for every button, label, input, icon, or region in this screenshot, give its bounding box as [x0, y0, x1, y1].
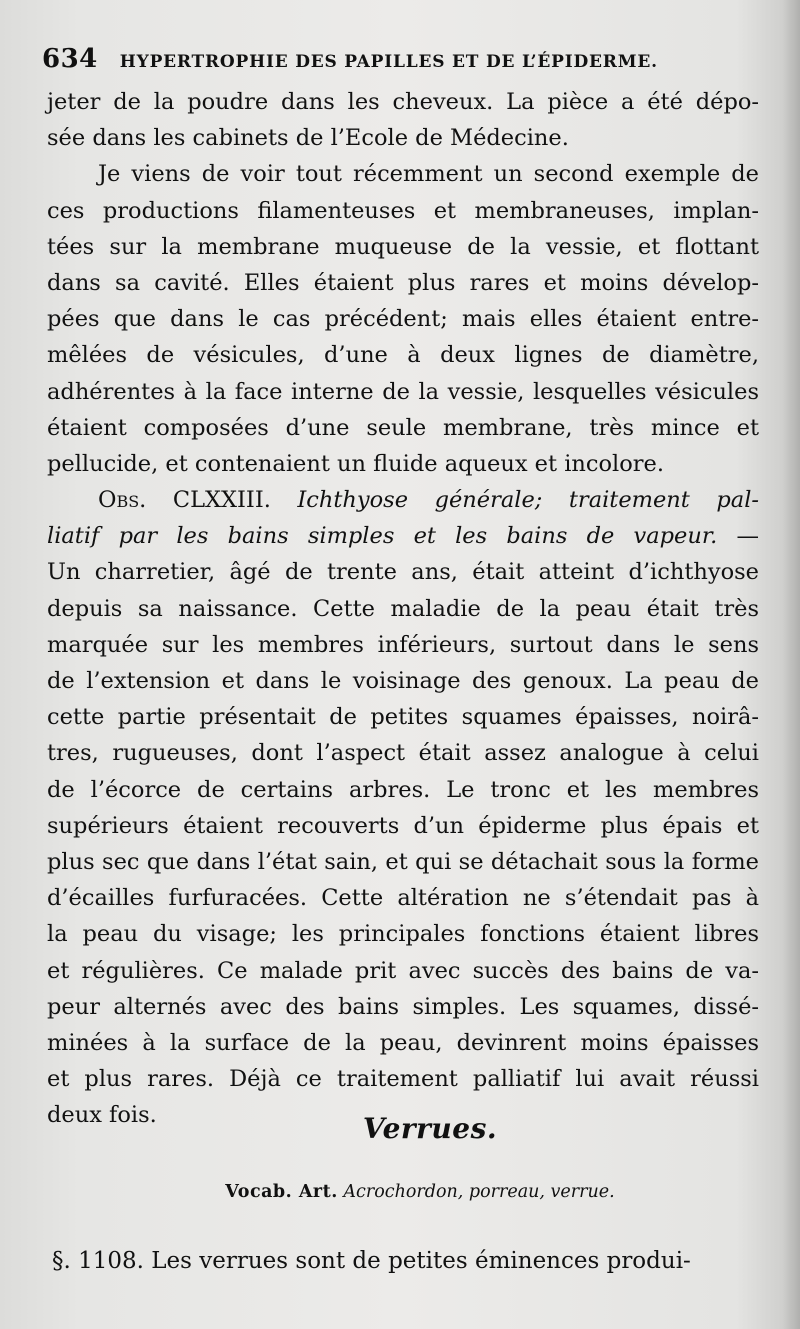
text-line: et régulières. Ce malade prit avec succès des bains de va- — [47, 957, 759, 984]
text-line: pées que dans le cas précédent; mais elles étaient entre- — [47, 306, 759, 333]
text-line: adhérentes à la face interne de la vessie, lesquelles vésicules — [47, 378, 759, 405]
text-line: supérieurs étaient recouverts d’un épiderme plus épais et — [47, 812, 759, 839]
text-line: Je viens de voir tout récemment un second exemple de — [98, 161, 759, 188]
text-line: tres, rugueuses, dont l’aspect était assez analogue à celui — [47, 740, 759, 767]
text-line: et plus rares. Déjà ce traitement palliatif lui avait réussi — [47, 1066, 759, 1093]
text-line: la peau du visage; les principales fonctions étaient libres — [47, 921, 759, 948]
observation-title: liatif par les bains simples et les bains de vapeur. — [47, 523, 718, 550]
vocabulary-terms: Acrochordon, porreau, verrue. — [343, 1182, 615, 1202]
vocabulary-line — [0, 1182, 800, 1202]
page-number: 634 — [42, 44, 98, 74]
text-line: de l’extension et dans le voisinage des genoux. La peau de — [47, 668, 759, 694]
text-line: dans sa cavité. Elles étaient plus rares et moins dévelop- — [47, 269, 759, 296]
text-line: minées à la surface de la peau, devinrent moins épaisses — [47, 1029, 759, 1056]
text-line: peur alternés avec des bains simples. Les squames, dissé- — [47, 993, 759, 1020]
final-paragraph: §. 1108. Les verrues sont de petites éminences produi- — [52, 1248, 691, 1274]
text-line: marquée sur les membres inférieurs, surtout dans le sens — [47, 631, 759, 658]
text-line: sée dans les cabinets de l’Ecole de Médecine. — [47, 125, 569, 152]
running-head: HYPERTROPHIE DES PAPILLES ET DE L’ÉPIDERME. — [119, 52, 658, 72]
text-line: étaient composées d’une seule membrane, très mince et — [47, 414, 759, 441]
observation-title: Ichthyose générale; traitement pal- — [297, 487, 759, 514]
text-line: deux fois. — [47, 1102, 157, 1129]
section-title: Verrues. — [362, 1112, 498, 1145]
text-line: jeter de la poudre dans les cheveux. La pièce a été dépo- — [47, 89, 759, 115]
text-line: Un charretier, âgé de trente ans, était atteint d’ichthyose — [47, 559, 759, 586]
text-line: depuis sa naissance. Cette maladie de la peau était très — [47, 595, 759, 622]
observation-heading-line — [47, 518, 759, 554]
text-line: pellucide, et contenaient un fluide aqueux et incolore. — [47, 450, 664, 477]
text-line: de l’écorce de certains arbres. Le tronc et les membres — [47, 776, 759, 803]
text-line: tées sur la membrane muqueuse de la vessie, et flottant — [47, 233, 759, 260]
observation-heading-line — [47, 482, 759, 518]
em-dash: — — [717, 523, 760, 550]
vocabulary-label: Vocab. Art. — [225, 1182, 338, 1202]
text-line: d’écailles furfuracées. Cette altération ne s’étendait pas à — [47, 885, 759, 912]
observation-label: Obs. CLXXIII. — [98, 487, 271, 514]
body-text — [47, 84, 759, 1133]
text-line: cette partie présentait de petites squames épaisses, noirâ- — [47, 704, 759, 731]
page-header — [42, 44, 762, 84]
text-line: ces productions filamenteuses et membraneuses, implan- — [47, 197, 759, 224]
text-line: mêlées de vésicules, d’une à deux lignes de diamètre, — [47, 342, 759, 369]
text-line: plus sec que dans l’état sain, et qui se détachait sous la forme — [47, 848, 759, 875]
